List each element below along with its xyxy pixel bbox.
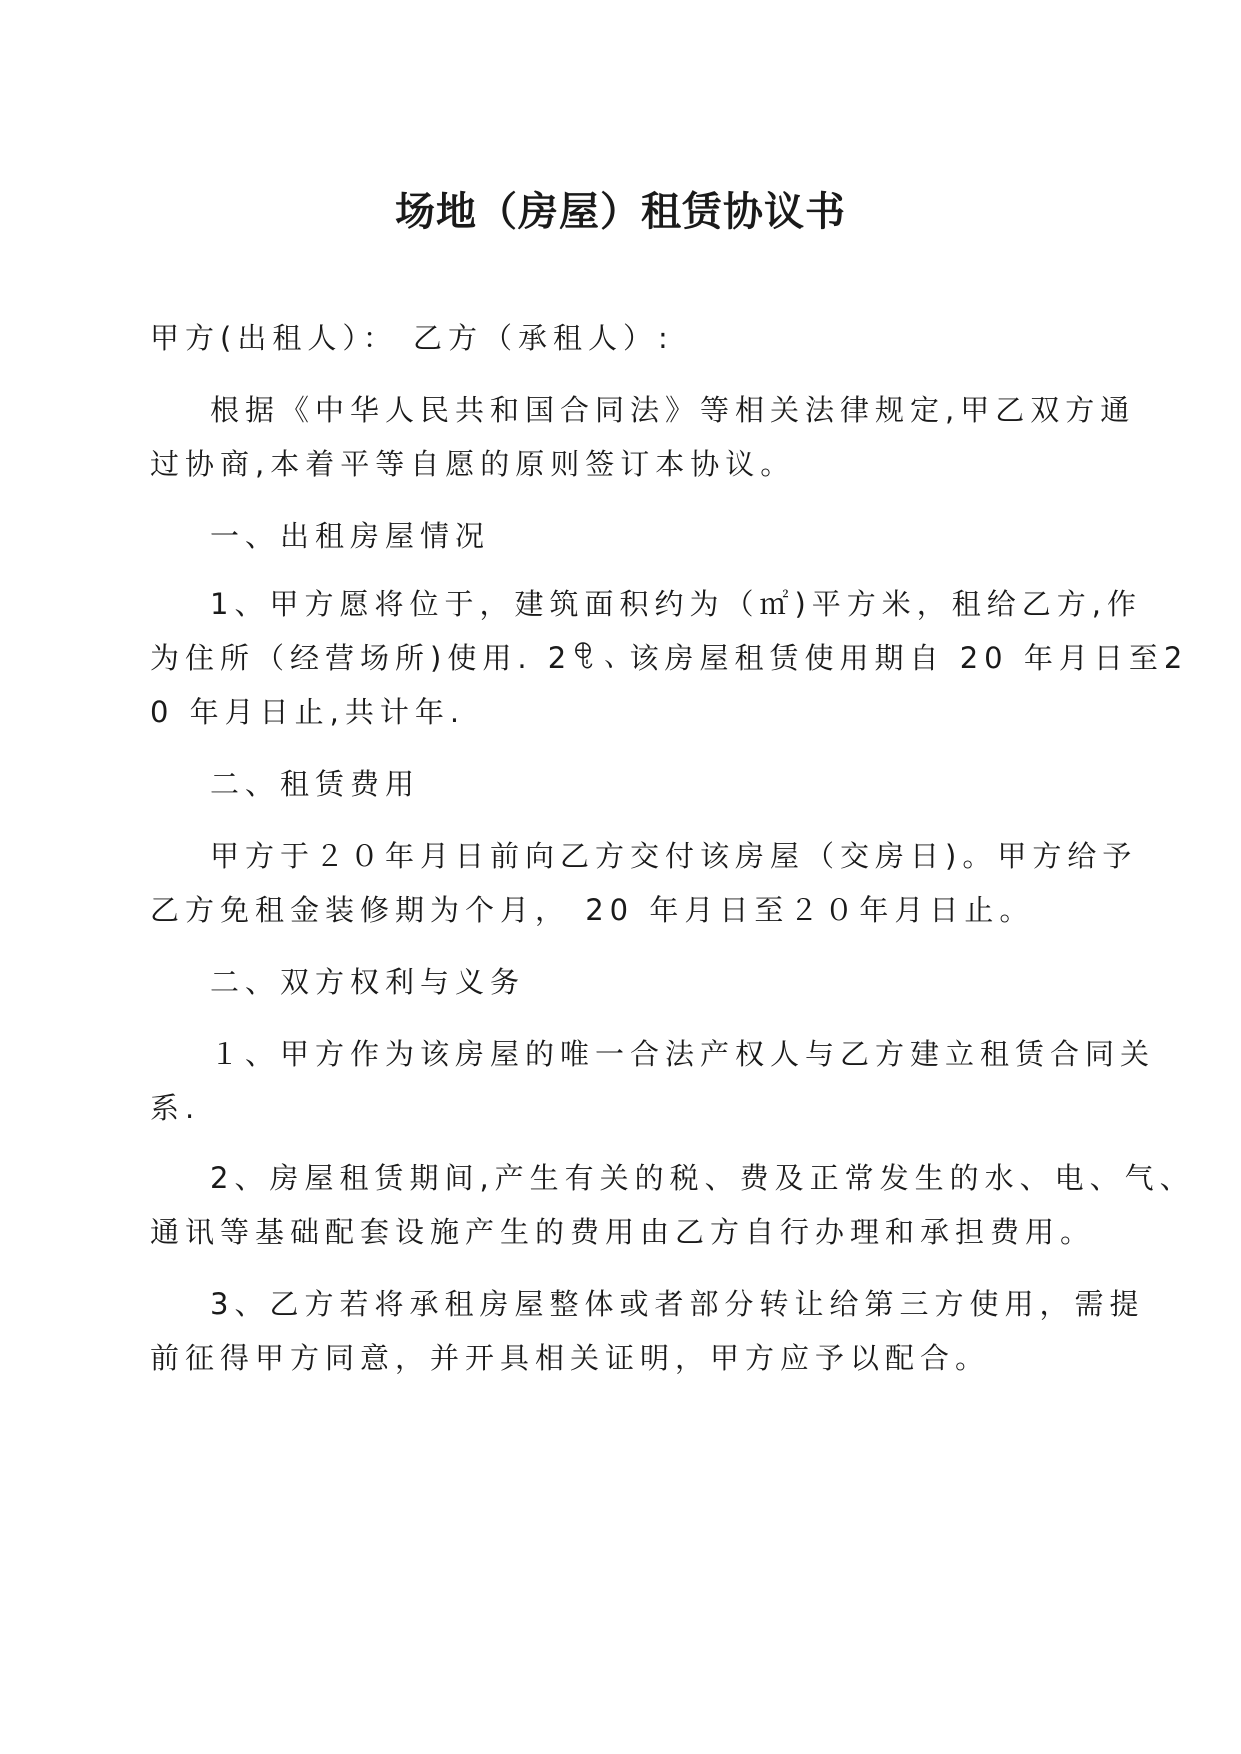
rights-clause-3-line-2: 前征得甲方同意，并开具相关证明，甲方应予以配合。 bbox=[150, 1341, 991, 1375]
rent-paragraph-line-2: 乙方免租金装修期为个月， 20 年月日至２０年月日止。 bbox=[150, 893, 1035, 927]
party-line: 甲方(出租人）： 乙方（承租人）: bbox=[150, 321, 674, 355]
rights-clause-2-line-1: 2、房屋租赁期间,产生有关的税、费及正常发生的水、电、气、 bbox=[210, 1161, 1195, 1195]
intro-paragraph-line-1: 根据《中华人民共和国合同法》等相关法律规定,甲乙双方通 bbox=[210, 393, 1136, 427]
clause-1-line-1: 1、甲方愿将位于，建筑面积约为（㎡)平方米，租给乙方,作 bbox=[210, 587, 1142, 621]
rights-clause-3-line-1: 3、乙方若将承租房屋整体或者部分转让给第三方使用，需提 bbox=[210, 1287, 1145, 1321]
intro-paragraph-line-2: 过协商,本着平等自愿的原则签订本协议。 bbox=[150, 447, 796, 481]
rights-clause-2-line-2: 通讯等基础配套设施产生的费用由乙方自行办理和承担费用。 bbox=[150, 1215, 1096, 1249]
section-heading-1: 一、出租房屋情况 bbox=[210, 519, 491, 553]
clause-1-line-3: 0 年月日止,共计年. bbox=[150, 695, 466, 729]
document-title: 场地（房屋）租赁协议书 bbox=[395, 189, 846, 235]
rights-clause-1-line-1: １、甲方作为该房屋的唯一合法产权人与乙方建立租赁合同关 bbox=[210, 1037, 1156, 1071]
rent-paragraph-line-1: 甲方于２０年月日前向乙方交付该房屋（交房日)。甲方给予 bbox=[210, 839, 1138, 873]
rights-clause-1-line-2: 系. bbox=[150, 1091, 201, 1125]
section-heading-2: 二、租赁费用 bbox=[210, 767, 421, 801]
clause-1-line-2: 为住所（经营场所)使用. 2ꁸ、该房屋租赁使用期自 20 年月日至2 bbox=[150, 641, 1189, 675]
section-heading-3: 二、双方权利与义务 bbox=[210, 965, 526, 999]
